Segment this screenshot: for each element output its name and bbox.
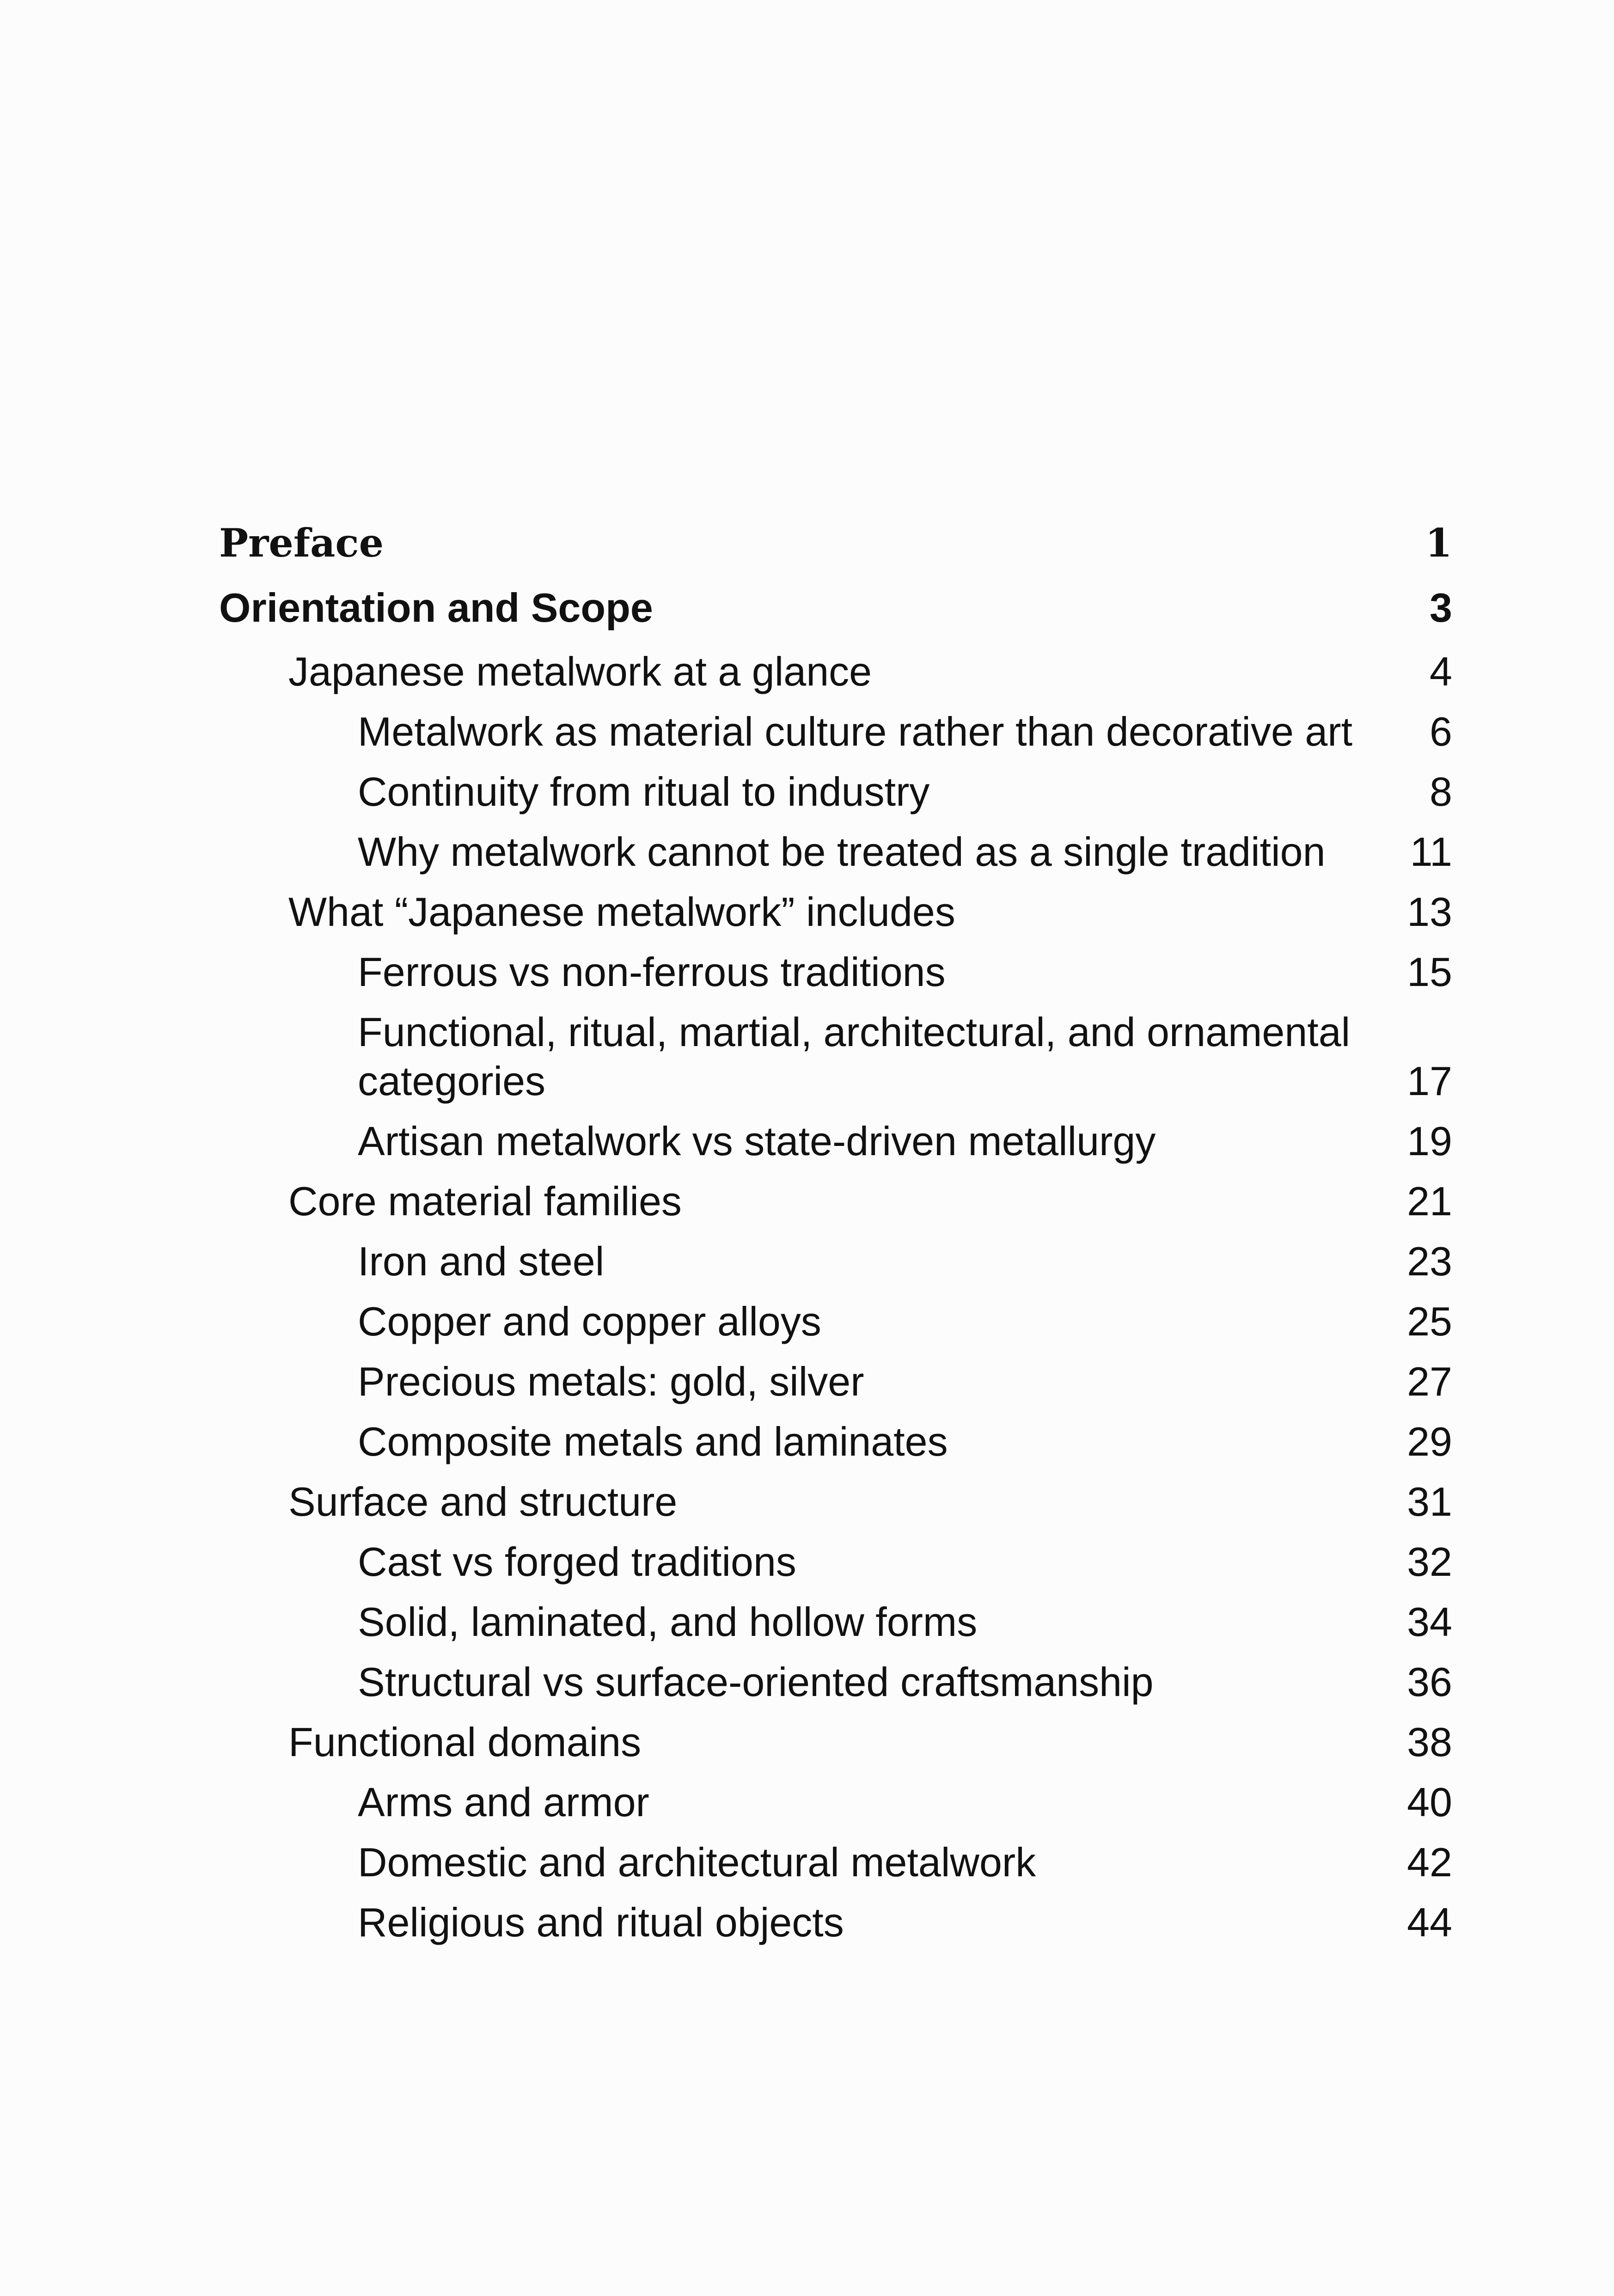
- toc-entry-subsection[interactable]: [219, 702, 1452, 762]
- toc-entry-title: Ferrous vs non-ferrous traditions: [358, 949, 946, 995]
- toc-entry-title: Preface: [219, 520, 384, 566]
- toc-entry-preface[interactable]: [219, 513, 1452, 573]
- toc-entry-subsection[interactable]: [219, 1772, 1452, 1832]
- toc-entry-page: 1: [1425, 520, 1452, 566]
- toc-entry-title: Why metalwork cannot be treated as a single tradition: [358, 829, 1326, 875]
- toc-entry-section[interactable]: [219, 1171, 1452, 1231]
- toc-entry-page: 29: [1407, 1419, 1452, 1464]
- toc-entry-subsection[interactable]: [219, 1352, 1452, 1412]
- toc-entry-subsection[interactable]: [219, 1652, 1452, 1712]
- toc-entry-subsection[interactable]: [219, 822, 1452, 882]
- toc-entry-page: 38: [1407, 1719, 1452, 1765]
- toc-entry-title: Copper and copper alloys: [358, 1298, 821, 1344]
- toc-entry-title: Functional, ritual, martial, architectural, and ornamental categories: [358, 1009, 1351, 1104]
- toc-entry-subsection[interactable]: [219, 1592, 1452, 1652]
- toc-entry-title: Metalwork as material culture rather than decorative art: [358, 709, 1353, 754]
- toc-entry-title: Japanese metalwork at a glance: [288, 649, 872, 694]
- toc-entry-page: 21: [1407, 1178, 1452, 1224]
- toc-entry-title: Structural vs surface-oriented craftsmanship: [358, 1659, 1154, 1705]
- toc-entry-subsection[interactable]: [219, 1111, 1452, 1171]
- toc-entry-title: Religious and ritual objects: [358, 1899, 844, 1945]
- toc-entry-section[interactable]: [219, 1472, 1452, 1532]
- toc-entry-title: Solid, laminated, and hollow forms: [358, 1599, 978, 1645]
- toc-entry-subsection[interactable]: [219, 1231, 1452, 1292]
- toc-entry-title: Precious metals: gold, silver: [358, 1359, 864, 1404]
- toc-entry-title: Orientation and Scope: [219, 585, 653, 631]
- toc-entry-page: 31: [1407, 1479, 1452, 1525]
- toc-entry-page: 11: [1410, 829, 1452, 875]
- toc-entry-page: 15: [1407, 949, 1452, 995]
- toc-entry-subsection[interactable]: [219, 1002, 1452, 1111]
- toc-entry-section[interactable]: [219, 1712, 1452, 1772]
- toc-entry-page: 42: [1407, 1839, 1452, 1885]
- toc-entry-page: 25: [1407, 1298, 1452, 1344]
- toc-entry-subsection[interactable]: [219, 1412, 1452, 1472]
- toc-entry-page: 6: [1430, 709, 1452, 754]
- toc-entry-page: 23: [1407, 1238, 1452, 1284]
- toc-entry-title: Surface and structure: [288, 1479, 678, 1525]
- toc-entry-title: Domestic and architectural metalwork: [358, 1839, 1036, 1885]
- toc-entry-subsection[interactable]: [219, 762, 1452, 822]
- toc-entry-title: Arms and armor: [358, 1779, 649, 1825]
- toc-entry-title: Continuity from ritual to industry: [358, 769, 930, 814]
- toc-entry-subsection[interactable]: [219, 1832, 1452, 1892]
- toc-entry-page: 36: [1407, 1659, 1452, 1705]
- toc-entry-orientation-and-scope[interactable]: [219, 578, 1452, 638]
- toc-entry-subsection[interactable]: [219, 942, 1452, 1002]
- toc-entry-page: 17: [1407, 1058, 1452, 1104]
- toc-entry-title: What “Japanese metalwork” includes: [288, 889, 955, 935]
- toc-entry-page: 8: [1430, 769, 1452, 814]
- toc-entry-title: Composite metals and laminates: [358, 1419, 948, 1464]
- toc-entry-page: 13: [1407, 889, 1452, 935]
- toc-entry-title: Functional domains: [288, 1719, 642, 1765]
- toc-entry-page: 4: [1430, 649, 1452, 694]
- table-of-contents: [219, 508, 1452, 1953]
- toc-entry-section[interactable]: [219, 642, 1452, 702]
- toc-entry-subsection[interactable]: [219, 1892, 1452, 1953]
- toc-entry-title: Core material families: [288, 1178, 682, 1224]
- toc-entry-title: Artisan metalwork vs state-driven metallurgy: [358, 1118, 1156, 1164]
- toc-entry-page: 27: [1407, 1359, 1452, 1404]
- toc-entry-title: Iron and steel: [358, 1238, 605, 1284]
- toc-entry-title: Cast vs forged traditions: [358, 1539, 796, 1585]
- toc-entry-page: 44: [1407, 1899, 1452, 1945]
- toc-entry-page: 3: [1430, 585, 1452, 631]
- toc-entry-subsection[interactable]: [219, 1532, 1452, 1592]
- toc-entry-section[interactable]: [219, 882, 1452, 942]
- toc-entry-page: 34: [1407, 1599, 1452, 1645]
- toc-entry-page: 32: [1407, 1539, 1452, 1585]
- toc-entry-subsection[interactable]: [219, 1292, 1452, 1352]
- toc-entry-page: 40: [1407, 1779, 1452, 1825]
- toc-entry-page: 19: [1407, 1118, 1452, 1164]
